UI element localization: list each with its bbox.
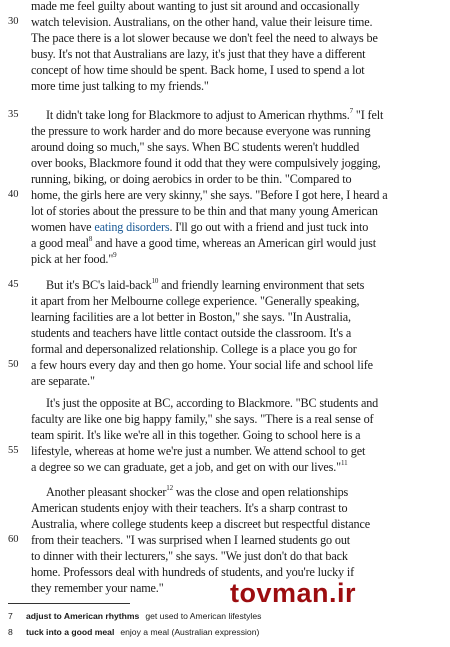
text-line: home, the girls here are very skinny," she says. "Before I got here, I heard a — [31, 188, 388, 202]
line-number: 40 — [8, 189, 19, 200]
watermark: tovman.ir — [230, 578, 357, 608]
text-line: busy. It's not that Australians are lazy, it's just that they have a different — [31, 47, 366, 61]
text-line: from their teachers. "I was surprised when I learned students go out — [31, 533, 350, 547]
text-line: learning facilities are a lot better in Boston," she says. "In Australia, — [31, 310, 351, 324]
text-line: lifestyle, whereas at home we're just a number. We attend school to get — [31, 444, 366, 458]
text-line: a few hours every day and then go home. Your social life and school life — [31, 358, 373, 372]
footnote-ref: 9 — [113, 250, 117, 259]
text-line: running, biking, or doing aerobics in order to be thin. "Compared to — [31, 172, 352, 186]
line-number: 50 — [8, 359, 19, 370]
text-line: a degree so we can graduate, get a job, and get on with our lives."$^{11}$ — [31, 458, 348, 474]
text-line: watch television. Australians, on the other hand, value their leisure time. — [31, 15, 373, 29]
text-line: team spirit. It's like we're all in this together. Going to school here is a — [31, 428, 361, 442]
text-line: are separate." — [31, 374, 95, 388]
highlighted-term: eating disorders — [94, 220, 170, 234]
text-line: around doing so much," she says. When BC students weren't huddled — [31, 140, 360, 154]
text-line: they remember your name." — [31, 581, 164, 595]
text-line: It didn't take long for Blackmore to adjust to American rhythms.$^7$ "I felt — [46, 106, 384, 122]
footnote-ref: 7 — [349, 106, 354, 115]
text-line: home. Professors deal with hundreds of students, and you're lucky if — [31, 565, 355, 579]
footnote-ref: 11 — [341, 458, 348, 467]
text-line: lot of stories about the pressure to be thin and that many young American — [31, 204, 378, 218]
text-line: the pressure to work harder and do more because everyone was running — [31, 124, 371, 138]
line-number: 60 — [8, 534, 19, 545]
text-line: over books, Blackmore found it odd that they were compulsively jogging, — [31, 156, 381, 170]
text-line: a good meal$^8$ and have a good time, whereas an American girl would just — [31, 234, 376, 250]
text-line: more time just talking to my friends." — [31, 79, 209, 93]
text-line: faculty are like one big happy family," she says. "There is a real sense of — [31, 412, 374, 426]
text-line: Australia, where college students keep a discreet but respectful distance — [31, 517, 370, 531]
text-line: But it's BC's laid-back$^{10}$ and friendly learning environment that sets — [46, 276, 365, 292]
text-line: American students enjoy with their teachers. It's a sharp contrast to — [31, 501, 348, 515]
line-number: 30 — [8, 16, 19, 27]
text-line: it apart from her Melbourne college experience. "Generally speaking, — [31, 294, 360, 308]
footnote-ref: 8 — [88, 234, 93, 243]
text-line: women have eating disorders. I'll go out with a friend and just tuck into — [31, 220, 369, 234]
text-line: students and teachers have little contact outside the classroom. It's a — [31, 326, 352, 340]
footnote-ref: 12 — [166, 483, 173, 492]
footnote-ref: 10 — [151, 276, 159, 285]
text-line: Another pleasant shocker$^{12}$ was the close and open relationships — [46, 483, 349, 499]
line-number: 45 — [8, 279, 19, 290]
footnote: 7 adjust to American rhythms get used to American lifestyles — [8, 611, 262, 621]
text-line: formal and depersonalized relationship. College is a place you go for — [31, 342, 357, 356]
footnote-divider — [8, 603, 130, 604]
text-line: made me feel guilty about wanting to just sit around and occasionally — [31, 0, 360, 13]
text-line: concept of how time should be spent. Back home, I used to spend a lot — [31, 63, 365, 77]
text-line: The pace there is a lot slower because we don't feel the need to always be — [31, 31, 378, 45]
text-line: It's just the opposite at BC, according to Blackmore. "BC students and — [46, 396, 379, 410]
footnote: 8 tuck into a good meal enjoy a meal (Australian expression) — [8, 627, 260, 637]
text-line: pick at her food."$^9$ — [31, 250, 117, 266]
line-number: 55 — [8, 445, 19, 456]
text-line: to dinner with their lecturers," she says. "We just don't do that back — [31, 549, 348, 563]
line-number: 35 — [8, 109, 19, 120]
